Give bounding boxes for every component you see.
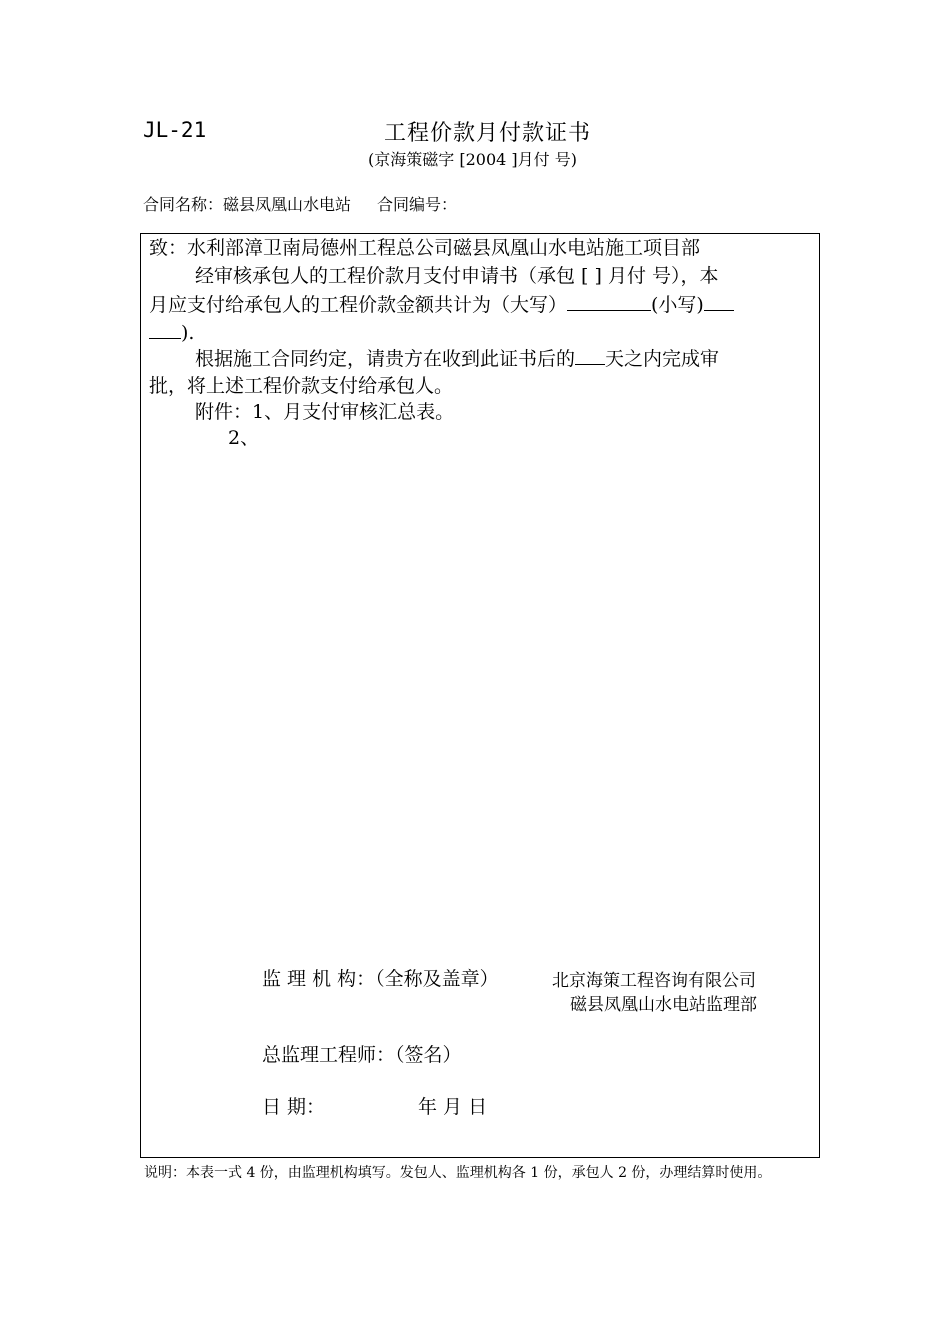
supervision-org-name-1: 北京海策工程咨询有限公司 <box>552 971 756 991</box>
document-subtitle: (京海策磁字 [2004 ]月付 号) <box>368 150 577 169</box>
amount-figures-blank <box>704 290 734 311</box>
amount-figures-blank-cont <box>149 318 181 339</box>
form-code: JL-21 <box>143 118 207 142</box>
chief-engineer-label: 总监理工程师：（签名） <box>262 1044 462 1066</box>
contract-number-label: 合同编号： <box>377 195 458 214</box>
amount-words-blank <box>567 290 651 311</box>
amount-figures-label: (小写) <box>651 294 704 316</box>
date-value: 年 月 日 <box>418 1096 488 1118</box>
days-label-end: 天之内完成审 <box>605 348 720 370</box>
supervision-org-label: 监 理 机 构：（全称及盖章） <box>262 968 499 990</box>
attachment-1: 附件：1、月支付审核汇总表。 <box>195 401 455 423</box>
days-blank <box>575 344 605 365</box>
date-label: 日 期： <box>262 1096 326 1118</box>
paragraph-1-line-3 <box>149 318 815 347</box>
contract-info <box>143 192 457 215</box>
document-title: 工程价款月付款证书 <box>383 121 591 146</box>
days-label: 根据施工合同约定，请贵方在收到此证书后的 <box>195 348 576 370</box>
paragraph-2-line-1 <box>195 344 815 373</box>
paragraph-1-line-2 <box>149 290 815 319</box>
paragraph-1-end: ). <box>181 322 195 344</box>
paragraph-1-line-1: 经审核承包人的工程价款月支付申请书（承包 [ ] 月付 号），本 <box>195 265 719 287</box>
attachment-2: 2、 <box>228 427 260 449</box>
contract-name-value: 磁县凤凰山水电站 <box>223 195 352 214</box>
supervision-org-name-2: 磁县凤凰山水电站监理部 <box>570 995 757 1015</box>
paragraph-2-line-2: 批，将上述工程价款支付给承包人。 <box>149 375 454 397</box>
addressee: 致：水利部漳卫南局德州工程总公司磁县凤凰山水电站施工项目部 <box>149 237 701 259</box>
amount-words-label: 月应支付给承包人的工程价款金额共计为（大写） <box>149 294 568 316</box>
contract-name-label: 合同名称： <box>143 195 224 214</box>
footer-note: 说明：本表一式 4 份，由监理机构填写。发包人、监理机构各 1 份，承包人 2 份，办理结算时使用。 <box>144 1165 772 1181</box>
